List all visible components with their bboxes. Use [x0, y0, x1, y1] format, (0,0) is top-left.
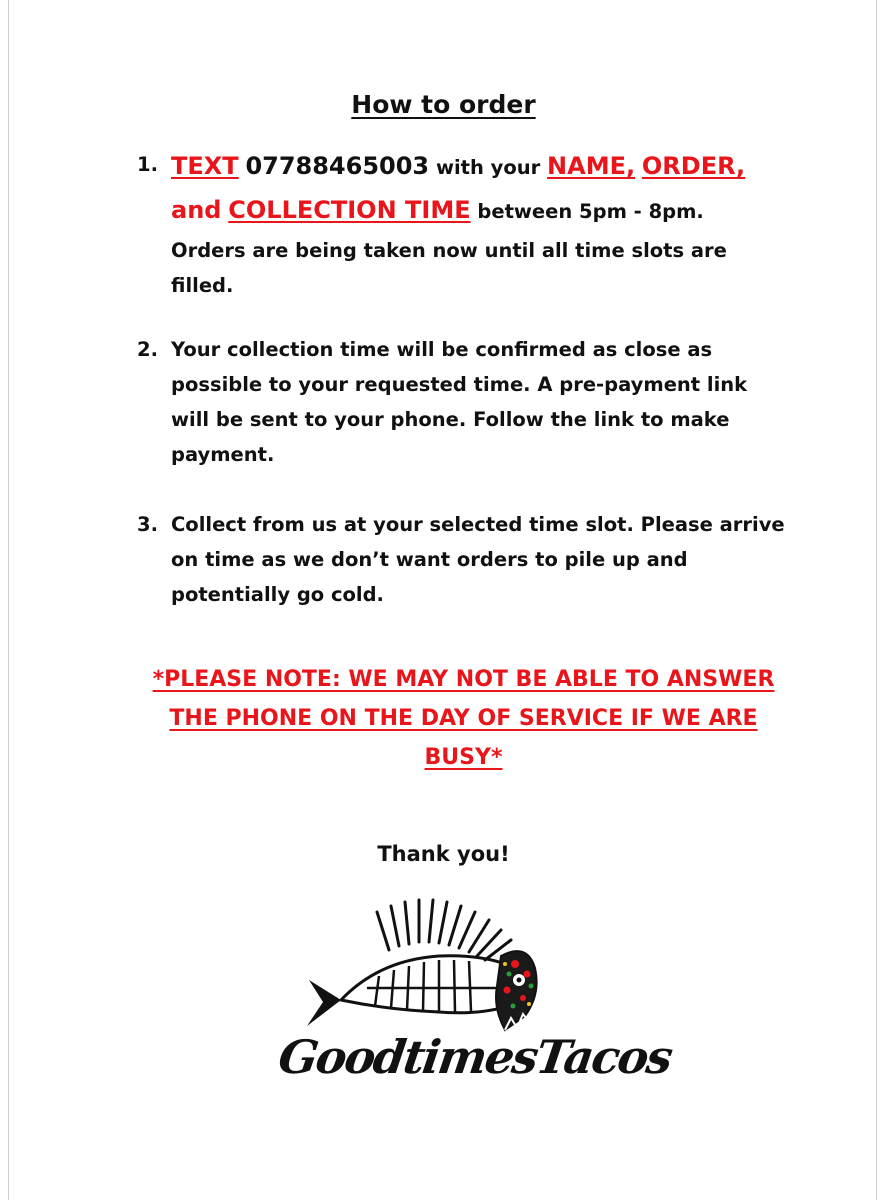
- order-instructions-page: [8, 0, 877, 1200]
- skeleton-fish-icon: [279, 890, 599, 1040]
- order-keyword: ORDER,: [641, 152, 746, 180]
- note-line: *PLEASE NOTE: WE MAY NOT BE ABLE TO ANSWER: [152, 667, 775, 692]
- item-line: [171, 189, 797, 233]
- item-line: filled.: [171, 274, 234, 297]
- item-number: 2.: [137, 338, 158, 361]
- item-line: Collect from us at your selected time slot. Please arrive: [171, 513, 785, 536]
- name-keyword: NAME,: [547, 152, 636, 180]
- time-range-text: between 5pm - 8pm.: [477, 200, 704, 223]
- instruction-item-1: [137, 145, 797, 303]
- instruction-item-3: [137, 507, 797, 612]
- item-line: [171, 145, 797, 189]
- item-line: Orders are being taken now until all time slots are: [171, 239, 727, 262]
- thank-you-text: Thank you!: [377, 842, 510, 866]
- item-number: 3.: [137, 513, 158, 536]
- item-line: on time as we don’t want orders to pile up and: [171, 548, 688, 571]
- item-line: potentially go cold.: [171, 583, 384, 606]
- note-line: THE PHONE ON THE DAY OF SERVICE IF WE ARE: [169, 706, 758, 731]
- logo-wordmark: GoodtimesTacos: [275, 1030, 675, 1084]
- item-body: [171, 507, 797, 612]
- instruction-item-2: [137, 332, 797, 472]
- item-line: payment.: [171, 443, 275, 466]
- item-line: will be sent to your phone. Follow the link to make: [171, 408, 730, 431]
- item-number: 1.: [137, 153, 158, 176]
- phone-number[interactable]: 07788465003: [245, 152, 430, 180]
- item-body: [171, 332, 797, 472]
- collection-time-keyword: COLLECTION TIME: [228, 196, 471, 224]
- and-keyword: and: [171, 196, 222, 224]
- note-line: BUSY*: [424, 745, 503, 770]
- item-line: possible to your requested time. A pre-payment link: [171, 373, 748, 396]
- page-title: How to order: [351, 90, 536, 119]
- item-body: [171, 145, 797, 303]
- service-note: [129, 660, 798, 777]
- item-line: Your collection time will be confirmed as close as: [171, 338, 713, 361]
- text-keyword: TEXT: [171, 152, 239, 180]
- goodtimes-tacos-logo: [275, 890, 675, 1130]
- with-your-text: with your: [435, 156, 541, 179]
